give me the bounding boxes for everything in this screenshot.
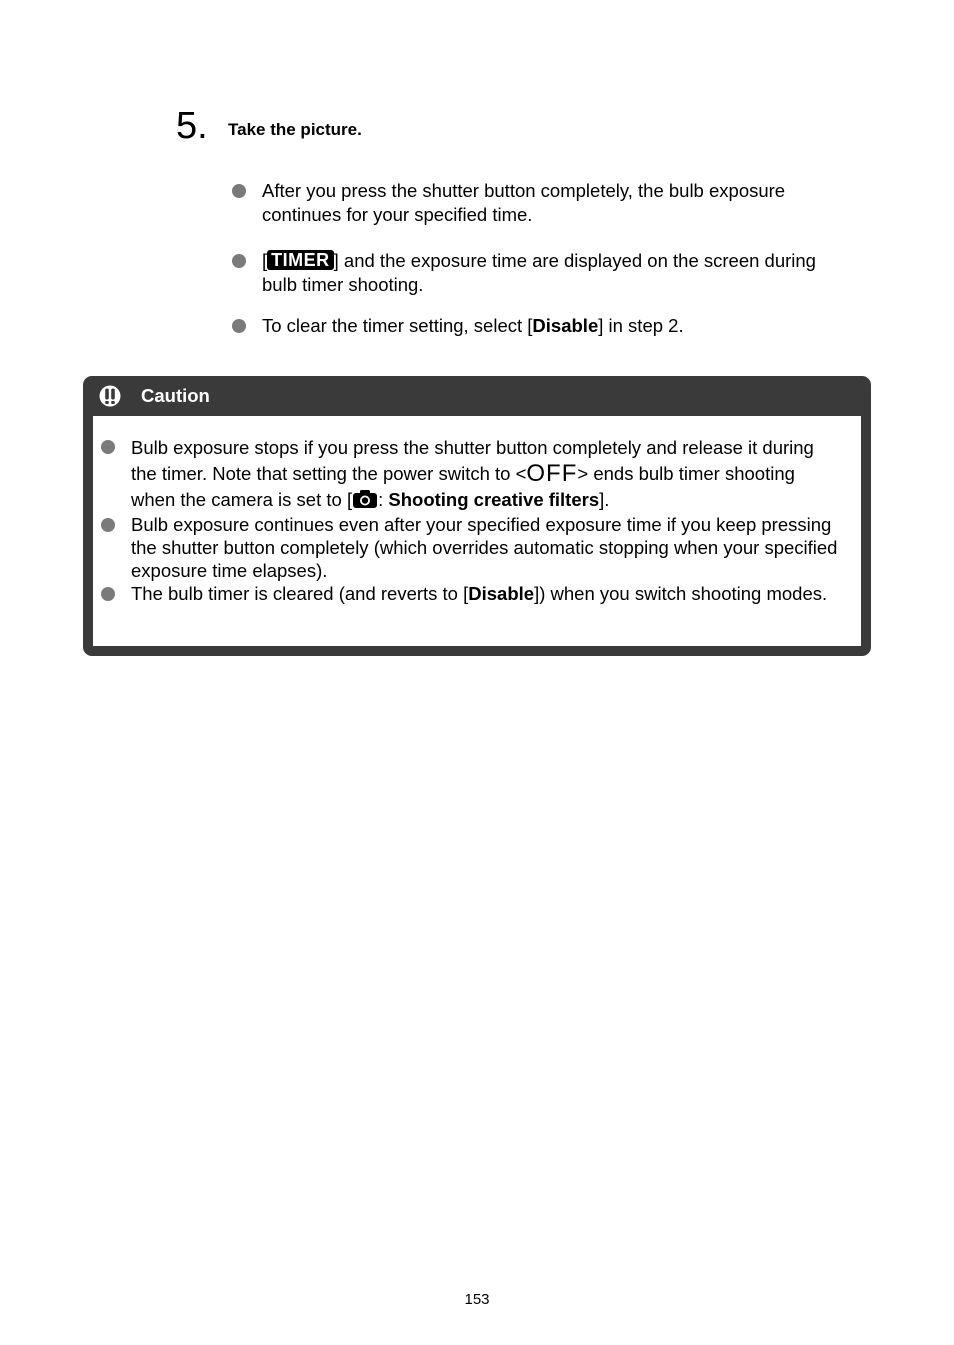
step-number: 5.: [176, 105, 208, 147]
bullet-dot-icon: [101, 440, 115, 454]
menu-option-label: Disable: [468, 583, 535, 604]
bullet-dot-icon: [232, 184, 246, 198]
exclamation-caution-icon: [99, 385, 121, 407]
menu-option-label: Disable: [532, 315, 599, 336]
bracket-open: [: [262, 250, 268, 271]
timer-badge-icon: TIMER: [267, 250, 334, 270]
text-after: ]) when you switch shooting modes.: [534, 583, 828, 604]
text-before: To clear the timer setting, select [: [262, 315, 533, 336]
bullet-dot-icon: [101, 518, 115, 532]
bullet-dot-icon: [101, 587, 115, 601]
bullet-text: [262, 314, 850, 338]
caution-item: [93, 435, 843, 513]
caution-item: [93, 582, 843, 605]
page-number: 153: [464, 1291, 490, 1308]
text-before: The bulb timer is cleared (and reverts to [: [131, 583, 469, 604]
text-part: Bulb exposure stops if you press the shutter button completely and release it during the timer. Note that setting the power switch to <: [131, 437, 814, 484]
bullet-dot-icon: [232, 254, 246, 268]
caution-body: [93, 416, 861, 646]
bullet-text: After you press the shutter button completely, the bulb exposure continues for your specified time.: [262, 180, 786, 225]
caution-header: [83, 376, 871, 416]
bullet-item: [230, 249, 850, 297]
bullet-item: [230, 179, 850, 227]
caution-title: Caution: [141, 385, 210, 406]
caution-item-text: [131, 435, 843, 513]
caution-box: [83, 376, 871, 656]
bullet-dot-icon: [232, 319, 246, 333]
bullet-text: [262, 249, 850, 297]
bullet-item: [230, 314, 850, 338]
text-part: > ends bulb timer shooting when the camera is set to [: [131, 463, 795, 510]
caution-item: [93, 513, 843, 582]
text-part: :: [378, 489, 389, 510]
camera-icon: [352, 489, 378, 509]
text-part: ].: [599, 489, 610, 510]
caution-item-text: [131, 582, 843, 605]
bullet-text-rest: ] and the exposure time are displayed on the screen during bulb timer shooting.: [262, 250, 816, 295]
step-title: Take the picture.: [228, 120, 362, 139]
text-after: ] in step 2.: [598, 315, 684, 336]
menu-option-label: Shooting creative filters: [388, 489, 600, 510]
power-off-symbol: OFF: [526, 460, 578, 487]
caution-item-text: Bulb exposure continues even after your specified exposure time if you keep pressing the shutter button completely (which overrides automatic stopping when your specified exposure time elapses).: [131, 514, 838, 581]
